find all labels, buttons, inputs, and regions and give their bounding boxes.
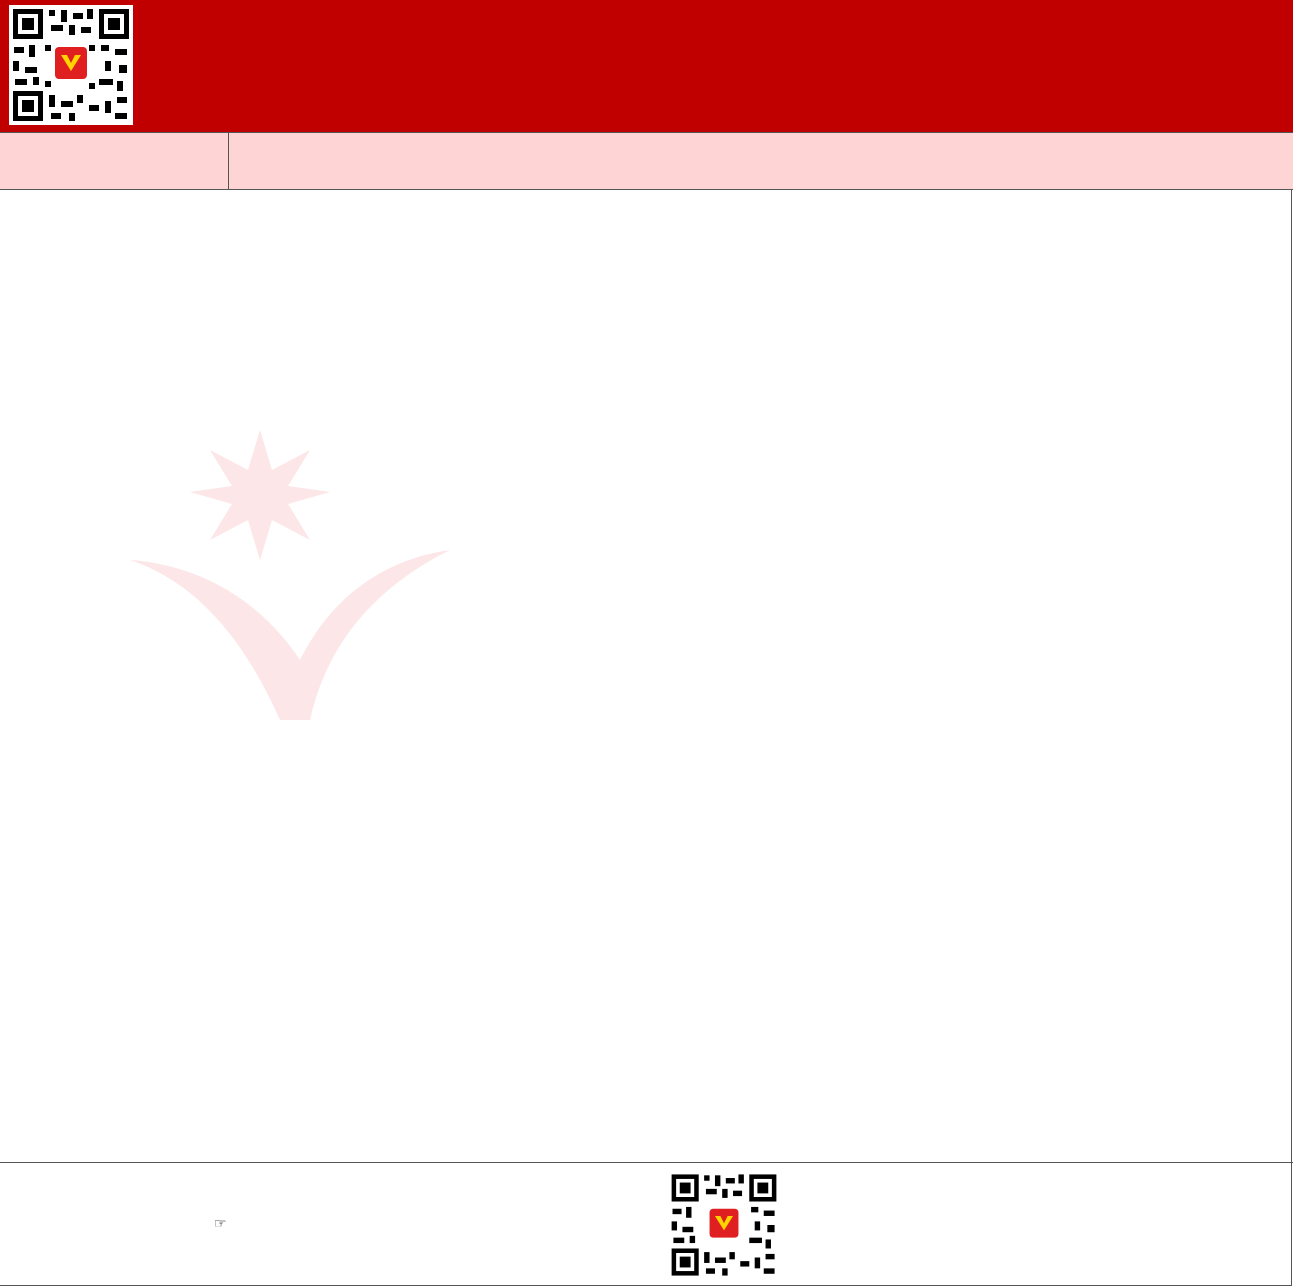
footer (0, 1163, 1293, 1287)
qr-code-icon (9, 5, 133, 125)
column-header-time (0, 133, 229, 190)
watermark-logo-icon (110, 430, 470, 730)
notes-section (0, 1075, 1293, 1163)
header-banner (0, 0, 1293, 132)
footer-line-2 (212, 1213, 227, 1233)
qr-code-icon (668, 1170, 780, 1280)
pointing-hand-icon: ☞ (214, 1216, 227, 1232)
column-header-work (229, 133, 1293, 190)
table-header (0, 132, 1293, 190)
